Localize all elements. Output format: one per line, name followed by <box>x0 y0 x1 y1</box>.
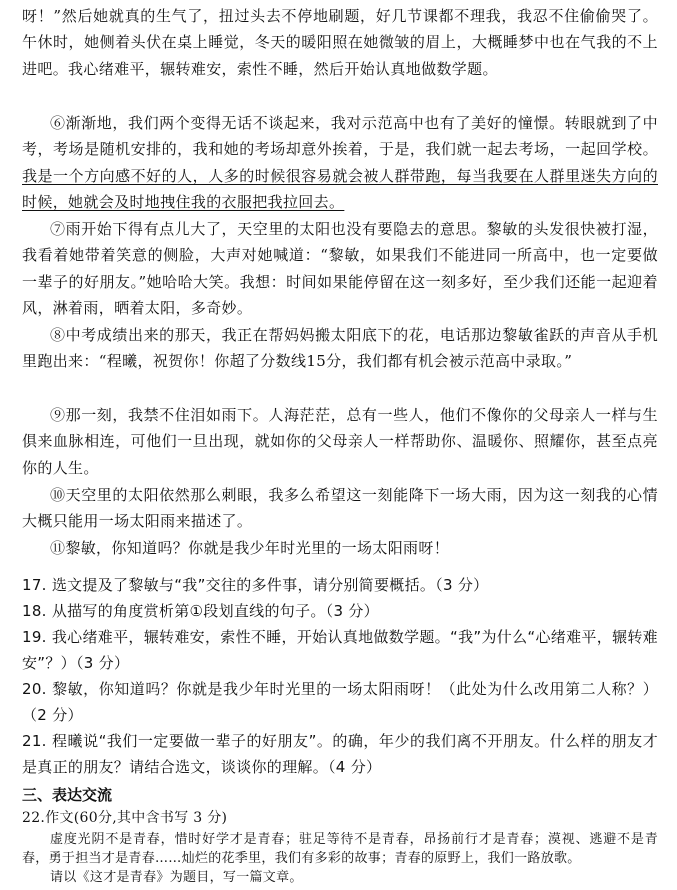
question-21: 21. 程曦说“我们一定要做一辈子的好朋友”。的确，年少的我们离不开朋友。什么样的朋友才是真正的朋友？请结合选文，谈谈你的理解。（4 分） <box>22 732 658 776</box>
question-20: 20. 黎敏，你知道吗？你就是我少年时光里的一场太阳雨呀！（此处为什么改用第二人称？）（2 分） <box>22 680 658 724</box>
question-17: 17. 选文提及了黎敏与“我”交往的多件事，请分别简要概括。（3 分） <box>22 576 489 594</box>
essay-task: 请以《这才是青春》为题目，写一篇文章。 <box>50 870 303 885</box>
passage-paragraph-10: ⑩天空里的太阳依然那么刺眼，我多么希望这一刻能降下一场大雨，因为这一刻我的心情大概只能用一场太阳雨来描述了。 <box>22 486 658 531</box>
passage-paragraph-9: ⑨那一刻，我禁不住泪如雨下。人海茫茫，总有一些人，他们不像你的父母亲人一样与生俱来血脉相连，可他们一旦出现，就如你的父母亲人一样帮助你、温暖你、照耀你，甚至点亮你的人生。 <box>22 406 658 477</box>
question-22: 22.作文(60分,其中含书写 3 分) <box>22 810 228 826</box>
essay-prompt: 虚度光阴不是青春，惜时好学才是青春；驻足等待不是青春，昂扬前行才是青春；漠视、逃避不是青春，勇于担当才是青春……灿烂的花季里，我们有多彩的故事；青春的原野上，我们一路放歌。 <box>22 832 658 866</box>
passage-paragraph-8: ⑧中考成绩出来的那天，我正在帮妈妈搬太阳底下的花，电话那边黎敏雀跃的声音从手机里跑出来：“程曦，祝贺你！你超了分数线15分，我们都有机会被示范高中录取。” <box>22 326 658 371</box>
question-18: 18. 从描写的角度赏析第①段划直线的句子。（3 分） <box>22 602 379 620</box>
underlined-sentence: 我是一个方向感不好的人，人多的时候很容易就会被人群带跑，每当我要在人群里迷失方向的时候，她就会及时地拽住我的衣服把我拉回去。 <box>22 166 658 212</box>
passage-paragraph-5-end: 呀！”然后她就真的生气了，扭过头去不停地刷题，好几节课都不理我，我忍不住偷偷哭了。午休时，她侧着头伏在桌上睡觉，冬天的暖阳照在她微皱的眉上，大概睡梦中也在气我的不上进吧。我心绪难平，辗转难安，索性不睡，然后开始认真地做数学题。 <box>22 7 658 78</box>
passage-paragraph-11: ⑪黎敏，你知道吗？你就是我少年时光里的一场太阳雨呀！ <box>50 539 450 557</box>
passage-paragraph-6 <box>22 110 658 216</box>
question-19: 19. 我心绪难平，辗转难安，索性不睡，开始认真地做数学题。“我”为什么“心绪难平，辗转难安”？）（3 分） <box>22 628 658 672</box>
passage-paragraph-7: ⑦雨开始下得有点儿大了，天空里的太阳也没有要隐去的意思。黎敏的头发很快被打湿，我看着她带着笑意的侧脸，大声对她喊道：“黎敏，如果我们不能进同一所高中，也一定要做一辈子的好朋友。”她哈哈大笑。我想：时间如果能停留在这一刻多好，至少我们还能一起迎着风，淋着雨，晒着太阳，多奇妙。 <box>22 220 658 318</box>
paragraph-6-text: ⑥渐渐地，我们两个变得无话不谈起来，我对示范高中也有了美好的憧憬。转眼就到了中考，考场是随机安排的，我和她的考场却意外挨着，于是，我们就一起去考场，一起回学校。 <box>22 114 658 159</box>
section-heading: 三、表达交流 <box>22 786 113 804</box>
